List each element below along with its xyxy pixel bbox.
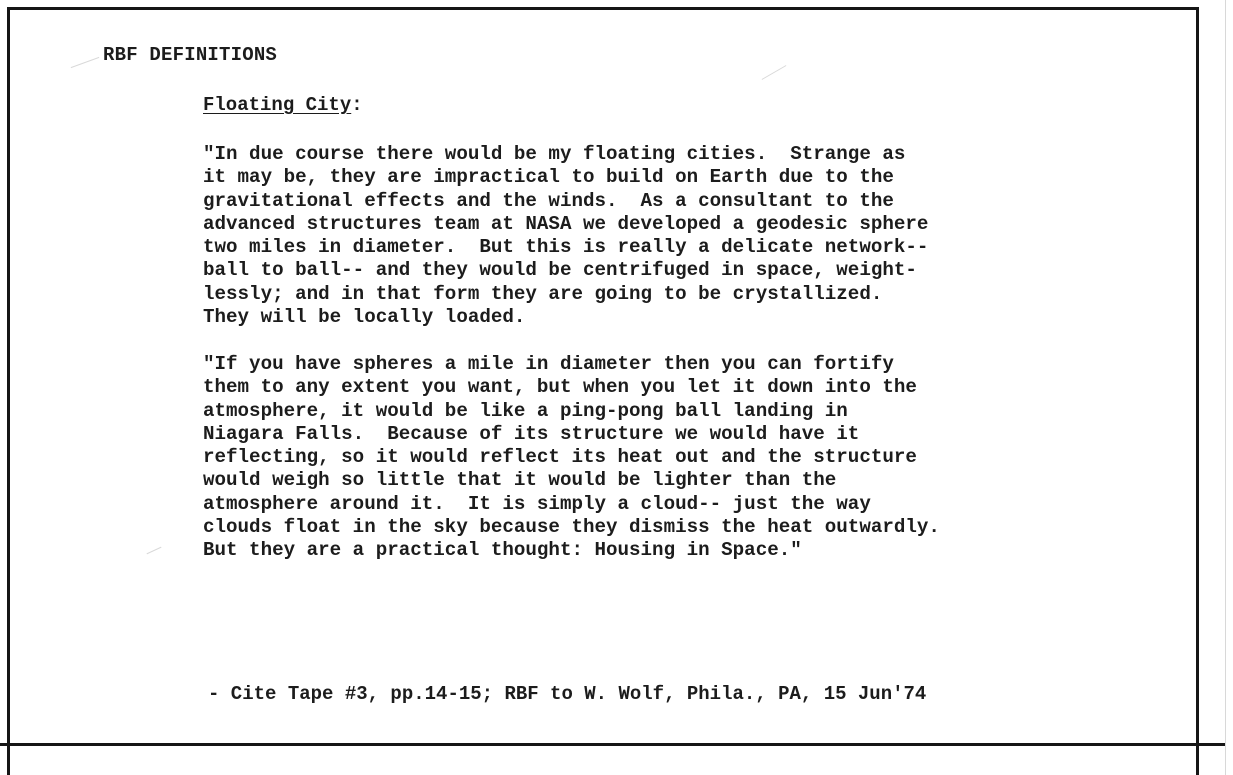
next-card-left-rule [7, 746, 10, 775]
definition-term [203, 94, 363, 116]
next-card-right-rule [1196, 746, 1199, 775]
definition-term-colon: : [351, 94, 363, 116]
card-bottom-rule [0, 743, 1233, 746]
page-top-margin [0, 0, 1233, 7]
definition-term-title: Floating City [203, 94, 352, 116]
quote-paragraph-1: "In due course there would be my floating cities. Strange as it may be, they are impractical to build on Earth due to the gravitational effects and the winds. As a consultant to the advanced structures team at NASA we developed a geodesic sphere two miles in diameter. But this is really a delicate network-- ball to ball-- and they would be centrifuged in space, weight- lessly; and in that form they are going to be crystallized. They will be locally loaded. [203, 143, 929, 329]
page-right-margin [1225, 0, 1233, 775]
citation-line: - Cite Tape #3, pp.14-15; RBF to W. Wolf, Phila., PA, 15 Jun'74 [208, 683, 927, 705]
quote-paragraph-2: "If you have spheres a mile in diameter then you can fortify them to any extent you want, but when you let it down into the atmosphere, it would be like a ping-pong ball landing in Niagara Falls. Because of its structure we would have it reflecting, so it would reflect its heat out and the structure would weigh so little that it would be lighter than the atmosphere around it. It is simply a cloud-- just the way clouds float in the sky because they dismiss the heat outwardly. But they are a practical thought: Housing in Space." [203, 353, 940, 562]
page-heading: RBF DEFINITIONS [103, 44, 278, 66]
